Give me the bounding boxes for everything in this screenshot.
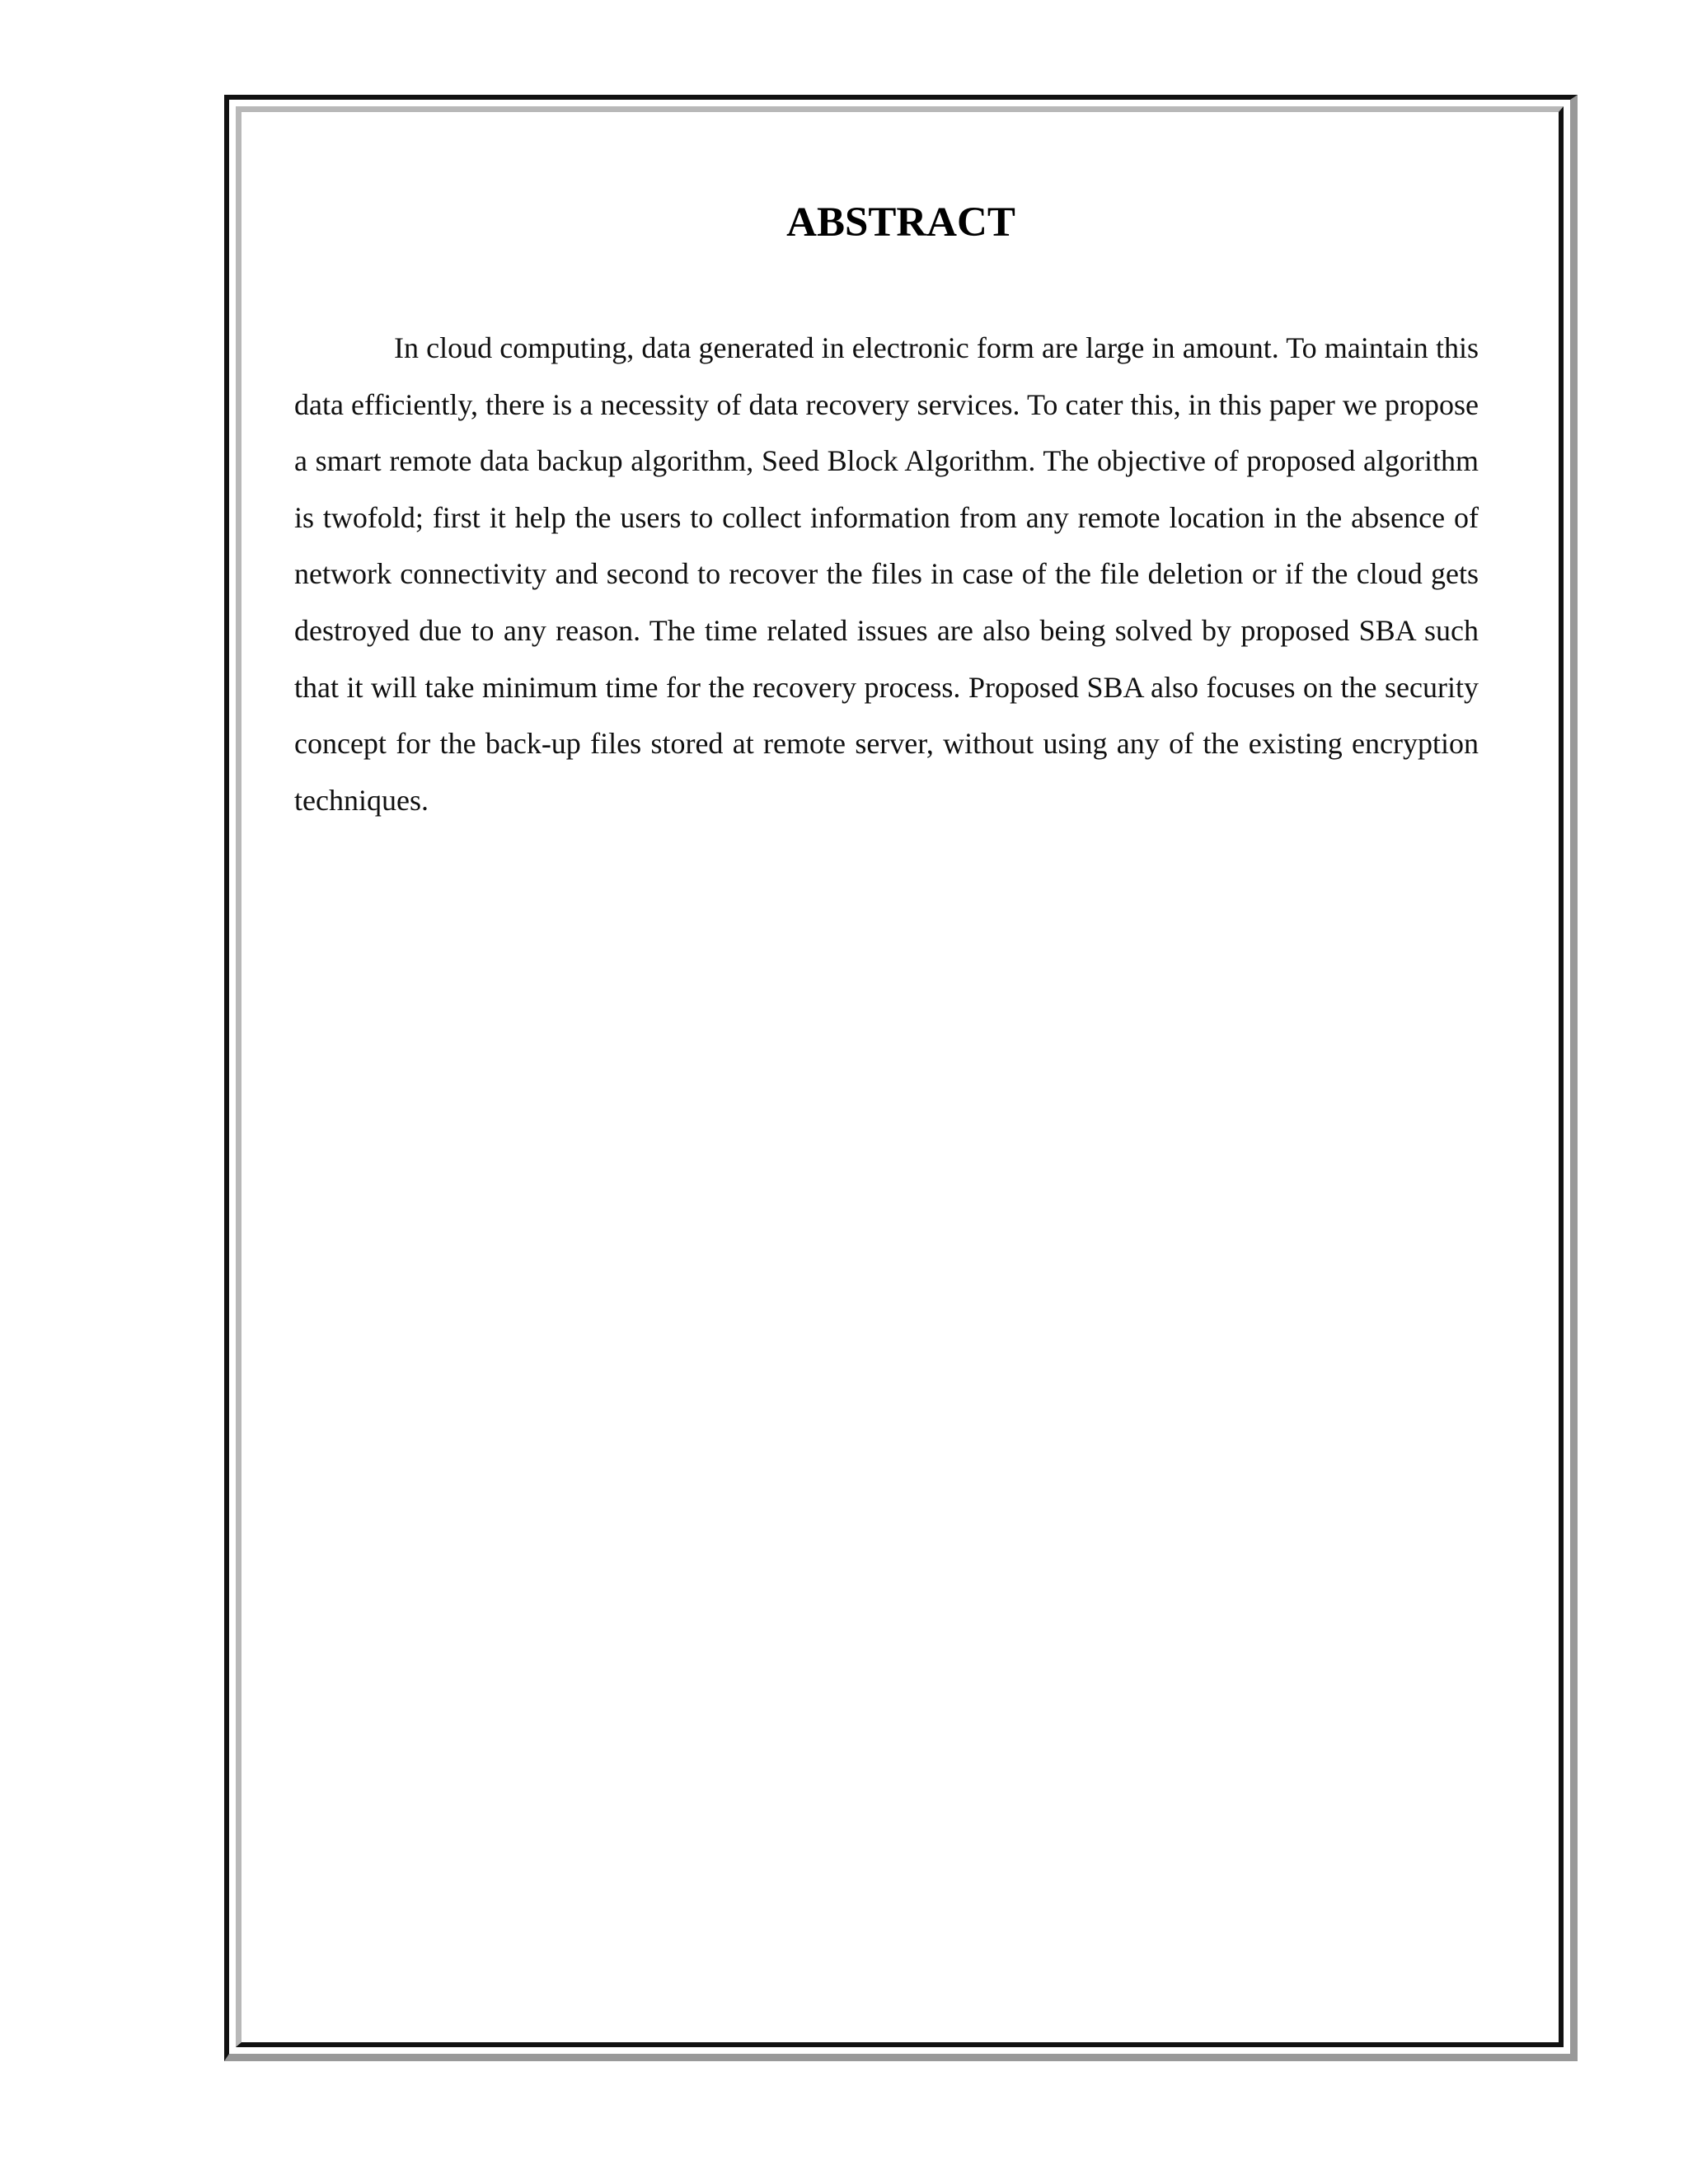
abstract-paragraph: In cloud computing, data generated in electronic form are large in amount. To maintain this data efficiently, there is a necessity of data recovery services. To cater this, in this paper we propose a smart remote data backup algorithm, Seed Block Algorithm. The objective of proposed algorithm is twofold; first it help the users to collect information from any remote location in the absence of network connectivity and second to recover the files in case of the file deletion or if the cloud gets destroyed due to any reason. The time related issues are also being solved by proposed SBA such that it will take minimum time for the recovery process. Proposed SBA also focuses on the security concept for the back-up files stored at remote server, without using any of the existing encryption techniques.: [294, 331, 1479, 817]
abstract-heading: ABSTRACT: [786, 199, 1015, 246]
